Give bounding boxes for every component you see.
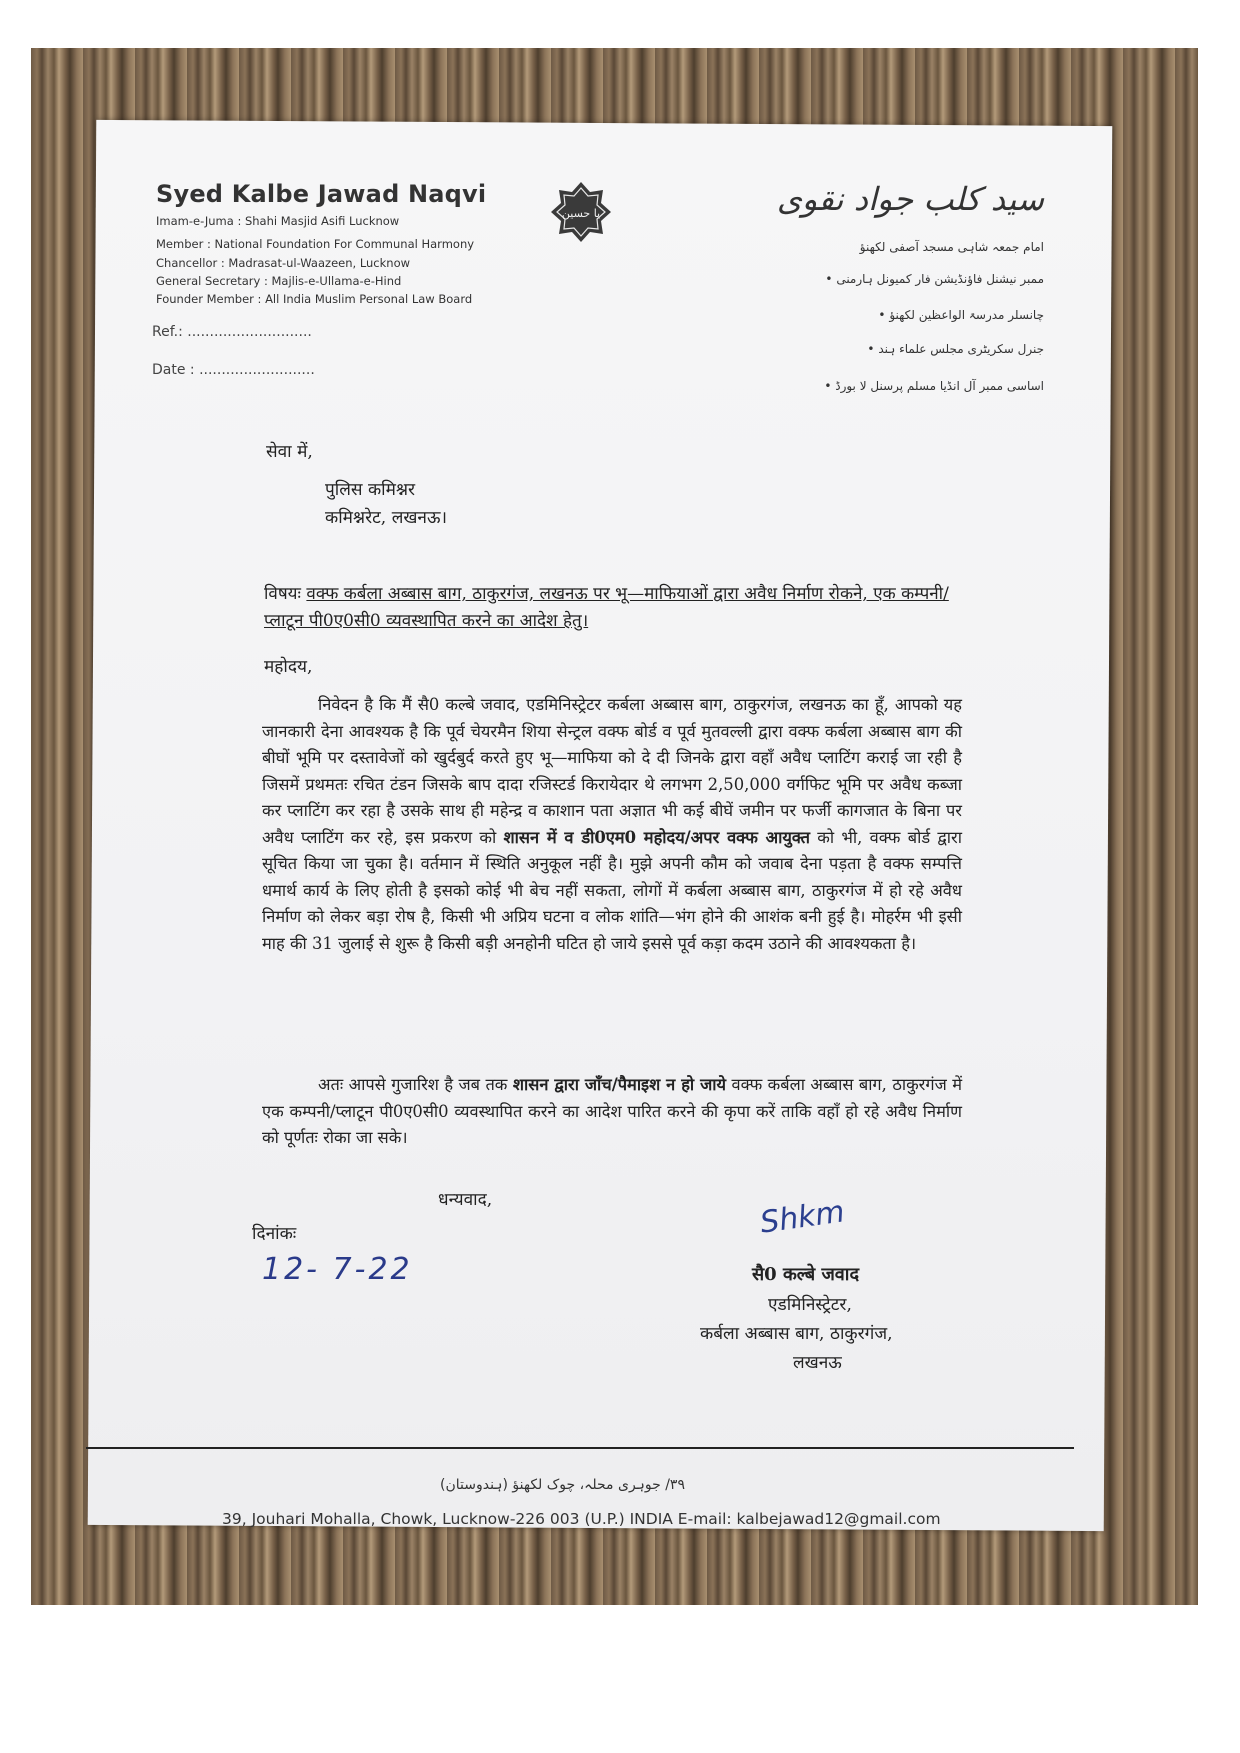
date-field: Date : .......................... bbox=[152, 362, 315, 378]
sender-place: कर्बला अब्बास बाग, ठाकुरगंज, bbox=[700, 1324, 893, 1344]
letterhead-line-2: Member : National Foundation For Communal Harmony bbox=[156, 237, 475, 251]
subject-block bbox=[264, 581, 964, 635]
paragraph-2-bold: शासन द्वारा जाँच/पैमाइश न हो जाये bbox=[512, 1075, 727, 1094]
paragraph-2 bbox=[262, 1072, 962, 1152]
date-label: दिनांकः bbox=[252, 1224, 297, 1244]
letterhead-line-5: Founder Member : All India Muslim Personal Law Board bbox=[156, 292, 473, 306]
paragraph-1-part-a: निवेदन है कि मैं सै0 कल्बे जवाद, एडमिनिस्ट्रेटर कर्बला अब्बास बाग, ठाकुरगंज, लखनऊ का हूँ, आपको यह जानकारी देना आवश्यक है कि पूर्व चेयरमैन शिया सेन्ट्रल वक्फ बोर्ड व पूर्व मुतवल्ली द्वारा वक्फ कर्बला अब्बास बाग की बीघों भूमि पर दस्तावेजों को खुर्दबुर्द करते हुए भू—माफिया को दे दी जिनके द्वारा वहाँ अवैध प्लाटिंग कराई जा रही है जिसमें प्रथमतः रचित टंडन जिसके बाप दादा रजिस्टर्ड किरायेदार थे लगभग 2,50,000 वर्गफिट भूमि पर अवैध कब्जा कर प्लाटिंग कर रहा है उसके साथ ही महेन्द्र व काशान पता अज्ञात भी कई बीघें जमीन पर फर्जी कागजात के बिना पर अवैध प्लाटिंग कर रहे, इस प्रकरण को bbox=[262, 695, 962, 847]
letterhead-name-en: Syed Kalbe Jawad Naqvi bbox=[156, 180, 487, 208]
handwritten-date: 12- 7-22 bbox=[262, 1252, 413, 1287]
sender-title: एडमिनिस्ट्रेटर, bbox=[768, 1295, 852, 1315]
sender-name: सै0 कल्बे जवाद bbox=[752, 1264, 860, 1285]
paragraph-1 bbox=[262, 692, 962, 957]
paragraph-1-bold: शासन में व डी0एम0 महोदय/अपर वक्फ आयुक्त bbox=[503, 827, 810, 847]
subject-label: विषयः bbox=[264, 584, 301, 604]
paragraph-2-part-a: अतः आपसे गुजारिश है जब तक bbox=[318, 1075, 513, 1094]
paragraph-1-part-b: को भी, वक्फ बोर्ड द्वारा सूचित किया जा चुका है। वर्तमान में स्थिति अनुकूल नहीं है। मुझे अपनी कौम को जवाब देना पड़ता है वक्फ सम्पत्ति धमार्थ कार्य के लिए होती है इसको कोई भी बेच नहीं सकता, लोगों में कर्बला अब्बास बाग, ठाकुरगंज में हो रहे अवैध निर्माण को लेकर बड़ा रोष है, किसी भी अप्रिय घटना व लोक शांति—भंग होने की आशंक बनी हुई है। मोहर्रम भी इसी माह की 31 जुलाई से शुरू है किसी बड़ी अनहोनी घटित हो जाये इससे पूर्व कड़ा कदम उठाने की आवश्यकता है। bbox=[262, 827, 962, 953]
greeting: महोदय, bbox=[264, 657, 313, 677]
footer-rule bbox=[86, 1447, 1074, 1449]
sender-city: लखनऊ bbox=[793, 1353, 842, 1373]
letterhead-ur-line-2: ممبر نیشنل فاؤنڈیشن فار کمیونل ہارمنی • bbox=[825, 272, 1044, 286]
subject-text: वक्फ कर्बला अब्बास बाग, ठाकुरगंज, लखनऊ पर भू—माफियाओं द्वारा अवैध निर्माण रोकने, एक कम्पनी/प्लाटून पी0ए0सी0 व्यवस्थापित करने का आदेश हेतु। bbox=[264, 584, 949, 631]
emblem-logo bbox=[549, 180, 613, 244]
letterhead-ur-line-3: چانسلر مدرسۃ الواعظین لکھنؤ • bbox=[878, 308, 1044, 322]
letterhead-ur-line-1: امام جمعہ شاہی مسجد آصفی لکھنؤ bbox=[859, 240, 1044, 254]
recipient-line-1: पुलिस कमिश्नर bbox=[325, 480, 416, 500]
footer-address-en: 39, Jouhari Mohalla, Chowk, Lucknow-226 003 (U.P.) INDIA E-mail: kalbejawad12@gmail.com bbox=[222, 1510, 941, 1528]
ref-field: Ref.: ............................ bbox=[152, 324, 312, 340]
thanks: धन्यवाद, bbox=[438, 1190, 493, 1210]
emblem-icon bbox=[549, 180, 613, 244]
salutation-to: सेवा में, bbox=[266, 442, 313, 462]
letterhead-ur-line-4: جنرل سکریٹری مجلس علماء ہند • bbox=[867, 342, 1044, 356]
letterhead-line-1: Imam-e-Juma : Shahi Masjid Asifi Lucknow bbox=[156, 214, 400, 228]
signature: Shkm bbox=[757, 1194, 847, 1241]
recipient-line-2: कमिश्नरेट, लखनऊ। bbox=[325, 508, 447, 528]
emblem-text: یا حسین bbox=[561, 207, 601, 220]
paragraph-2-part-b: वक्फ कर्बला अब्बास बाग, ठाकुरगंज में एक कम्पनी/प्लाटून पी0ए0सी0 व्यवस्थापित करने का आदेश पारित करने की कृपा करें ताकि वहाँ हो रहे अवैध निर्माण को पूर्णतः रोका जा सके। bbox=[262, 1075, 963, 1147]
footer-address-ur: ۳۹/ جوہری محلہ، چوک لکھنؤ (ہندوستان) bbox=[440, 1477, 685, 1493]
letterhead-line-4: General Secretary : Majlis-e-Ullama-e-Hind bbox=[156, 274, 402, 288]
letterhead-name-ur: سید کلب جواد نقوی bbox=[776, 180, 1044, 218]
letterhead-ur-line-5: اساسی ممبر آل انڈیا مسلم پرسنل لا بورڈ • bbox=[824, 379, 1044, 393]
letterhead-line-3: Chancellor : Madrasat-ul-Waazeen, Lucknow bbox=[156, 256, 411, 270]
